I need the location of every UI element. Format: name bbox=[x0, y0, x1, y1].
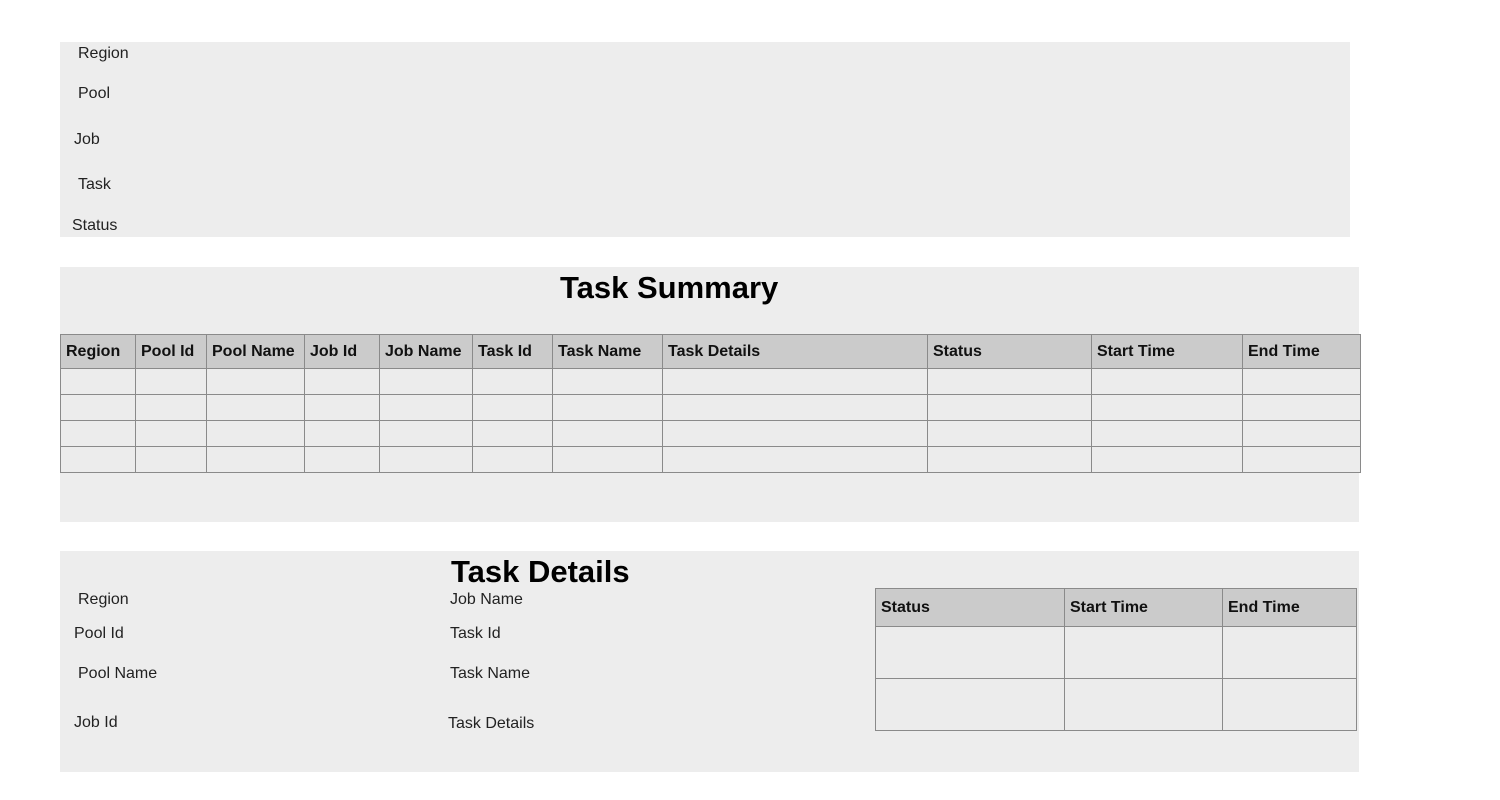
table-cell bbox=[553, 369, 663, 395]
detail-label-task-details: Task Details bbox=[448, 715, 535, 732]
table-cell bbox=[663, 395, 928, 421]
column-header-start-time[interactable]: Start Time bbox=[1065, 589, 1223, 627]
column-header-task-id[interactable]: Task Id bbox=[473, 335, 553, 369]
table-cell bbox=[553, 395, 663, 421]
column-header-pool-name[interactable]: Pool Name bbox=[207, 335, 305, 369]
column-header-end-time[interactable]: End Time bbox=[1243, 335, 1361, 369]
job-filter-label: Job bbox=[74, 131, 100, 148]
table-cell bbox=[473, 395, 553, 421]
table-row[interactable] bbox=[61, 369, 1361, 395]
task-summary-panel bbox=[60, 267, 1359, 522]
table-cell bbox=[1092, 395, 1243, 421]
table-cell bbox=[553, 447, 663, 473]
table-cell bbox=[1092, 369, 1243, 395]
column-header-task-name[interactable]: Task Name bbox=[553, 335, 663, 369]
column-header-job-name[interactable]: Job Name bbox=[380, 335, 473, 369]
table-row[interactable] bbox=[61, 395, 1361, 421]
table-cell bbox=[473, 369, 553, 395]
region-filter-label: Region bbox=[78, 45, 129, 62]
table-cell bbox=[207, 421, 305, 447]
table-cell bbox=[876, 627, 1065, 679]
table-row[interactable] bbox=[61, 447, 1361, 473]
table-cell bbox=[1243, 369, 1361, 395]
table-cell bbox=[207, 395, 305, 421]
table-cell bbox=[207, 369, 305, 395]
table-cell bbox=[663, 447, 928, 473]
task-status-table bbox=[875, 588, 1357, 731]
table-cell bbox=[1243, 395, 1361, 421]
detail-label-job-name: Job Name bbox=[450, 591, 523, 608]
task-details-panel bbox=[60, 551, 1359, 772]
table-cell bbox=[380, 421, 473, 447]
table-cell bbox=[136, 447, 207, 473]
column-header-end-time[interactable]: End Time bbox=[1223, 589, 1357, 627]
table-cell bbox=[207, 447, 305, 473]
table-cell bbox=[928, 447, 1092, 473]
table-cell bbox=[61, 369, 136, 395]
table-cell bbox=[305, 447, 380, 473]
table-row[interactable] bbox=[61, 421, 1361, 447]
detail-label-region: Region bbox=[78, 591, 129, 608]
table-cell bbox=[876, 679, 1065, 731]
table-cell bbox=[663, 369, 928, 395]
task-details-title: Task Details bbox=[451, 554, 630, 589]
table-cell bbox=[380, 447, 473, 473]
table-cell bbox=[136, 369, 207, 395]
column-header-status[interactable]: Status bbox=[928, 335, 1092, 369]
table-row[interactable] bbox=[876, 679, 1357, 731]
table-cell bbox=[1092, 447, 1243, 473]
column-header-status[interactable]: Status bbox=[876, 589, 1065, 627]
table-cell bbox=[136, 421, 207, 447]
table-cell bbox=[1243, 447, 1361, 473]
table-cell bbox=[1065, 679, 1223, 731]
table-cell bbox=[1065, 627, 1223, 679]
table-cell bbox=[305, 395, 380, 421]
task-summary-title: Task Summary bbox=[560, 270, 779, 305]
table-cell bbox=[61, 421, 136, 447]
table-cell bbox=[305, 369, 380, 395]
table-cell bbox=[553, 421, 663, 447]
column-header-region[interactable]: Region bbox=[61, 335, 136, 369]
detail-label-pool-id: Pool Id bbox=[74, 625, 124, 642]
detail-label-job-id: Job Id bbox=[74, 714, 118, 731]
table-cell bbox=[305, 421, 380, 447]
task-filter-label: Task bbox=[78, 176, 111, 193]
table-cell bbox=[1223, 679, 1357, 731]
table-header-row bbox=[876, 589, 1357, 627]
pool-filter-label: Pool bbox=[78, 85, 111, 102]
detail-label-task-id: Task Id bbox=[450, 625, 501, 642]
table-cell bbox=[1092, 421, 1243, 447]
detail-label-pool-name: Pool Name bbox=[78, 665, 158, 682]
table-cell bbox=[136, 395, 207, 421]
table-cell bbox=[928, 369, 1092, 395]
table-cell bbox=[473, 447, 553, 473]
table-cell bbox=[380, 369, 473, 395]
table-cell bbox=[1243, 421, 1361, 447]
column-header-pool-id[interactable]: Pool Id bbox=[136, 335, 207, 369]
filter-panel bbox=[60, 42, 1350, 237]
table-cell bbox=[61, 447, 136, 473]
table-cell bbox=[380, 395, 473, 421]
column-header-job-id[interactable]: Job Id bbox=[305, 335, 380, 369]
table-header-row bbox=[61, 335, 1361, 369]
table-cell bbox=[61, 395, 136, 421]
detail-label-task-name: Task Name bbox=[450, 665, 531, 682]
table-row[interactable] bbox=[876, 627, 1357, 679]
table-cell bbox=[928, 421, 1092, 447]
status-filter-label: Status bbox=[72, 217, 118, 234]
task-summary-table bbox=[60, 334, 1361, 473]
table-cell bbox=[1223, 627, 1357, 679]
table-cell bbox=[928, 395, 1092, 421]
table-cell bbox=[663, 421, 928, 447]
table-cell bbox=[473, 421, 553, 447]
column-header-task-details[interactable]: Task Details bbox=[663, 335, 928, 369]
column-header-start-time[interactable]: Start Time bbox=[1092, 335, 1243, 369]
